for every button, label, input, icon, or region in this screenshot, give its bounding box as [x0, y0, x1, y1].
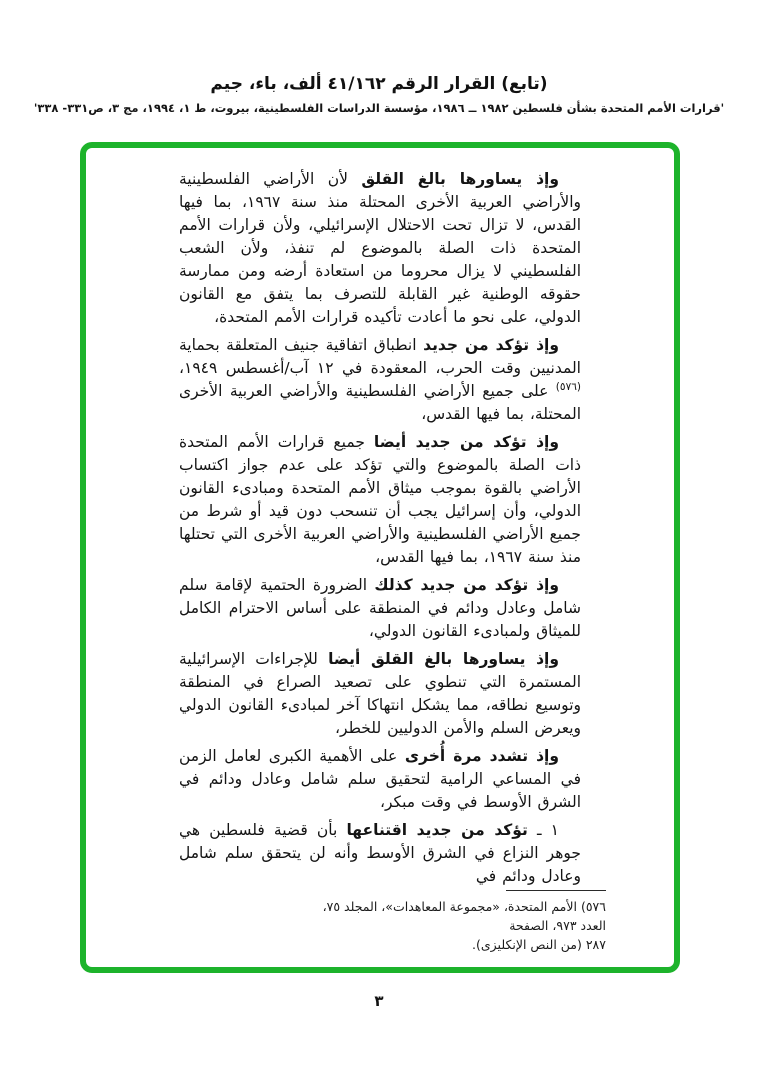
footnote [294, 890, 606, 954]
paragraph: وإذ يساورها بالغ القلق لأن الأراضي الفلسطينية والأراضي العربية الأخرى المحتلة منذ سنة ١٩٦٧، بما فيها القدس، لا تزال تحت الاحتلال الإسرائيلي، ولأن قرارات الأمم المتحدة ذات الصلة بالموضوع لم تنفذ، ولأن الشعب الفلسطيني لا يزال محروما من استعادة أرضه ومن ممارسة حقوقه الوطنية غير القابلة للتصرف بما يتفق مع القانون الدولي، على نحو ما أعادت تأكيده قرارات الأمم المتحدة، [179, 170, 581, 326]
page-number: ٣ [374, 992, 384, 1010]
resolution-text [179, 168, 581, 893]
footnote-line-1: ٥٧٦) الأمم المتحدة، «مجموعة المعاهدات»، المجلد ٧٥، العدد ٩٧٣، الصفحة [322, 899, 606, 933]
content-frame [80, 142, 680, 973]
source-citation: 'قرارات الأمم المتحدة بشأن فلسطين ١٩٨٢ ــ ١٩٨٦، مؤسسة الدراسات الفلسطينية، بيروت، ط ١، ١٩٩٤، مج ٣، ص٣٣١- ٣٣٨' [33, 101, 725, 115]
paragraph: وإذ يساورها بالغ القلق أيضا للإجراءات الإسرائيلية المستمرة التي تنطوي على تصعيد الصراع في المنطقة وتوسيع نطاقه، مما يشكل انتهاكا آخر لمبادىء القانون الدولي ويعرض السلم والأمن الدوليين للخطر، [179, 650, 581, 737]
document-header [0, 74, 758, 115]
paragraph: وإذ تشدد مرة أُخرى على الأهمية الكبرى لعامل الزمن في المساعي الرامية لتحقيق سلم شامل وعادل ودائم في الشرق الأوسط في وقت مبكر، [179, 747, 581, 811]
footnote-separator [506, 890, 606, 891]
page-title: (تابع) القرار الرقم ٤١/١٦٢ ألف، باء، جيم [210, 74, 548, 94]
paragraph: وإذ تؤكد من جديد انطباق اتفاقية جنيف المتعلقة بحماية المدنيين وقت الحرب، المعقودة في ١٢ آب/أغسطس ١٩٤٩،$^{(٥٧٦)}$ على جميع الأراضي الفلسطينية والأراضي العربية الأخرى المحتلة، بما فيها القدس، [179, 336, 581, 423]
paragraph: ١ ـ تؤكد من جديد اقتناعها بأن قضية فلسطين هي جوهر النزاع في الشرق الأوسط وأنه لن يتحقق سلم شامل وعادل ودائم في [179, 821, 581, 885]
footnote-marker: (٥٧٦) [555, 381, 581, 393]
paragraph: وإذ تؤكد من جديد كذلك الضرورة الحتمية لإقامة سلم شامل وعادل ودائم في المنطقة على أساس الاحترام الكامل للميثاق ولمبادىء القانون الدولي، [179, 576, 581, 640]
paragraph: وإذ تؤكد من جديد أيضا جميع قرارات الأمم المتحدة ذات الصلة بالموضوع والتي تؤكد على عدم جواز اكتساب الأراضي بالقوة بموجب ميثاق الأمم المتحدة ومبادىء القانون الدولي، وأن إسرائيل يجب أن تنسحب دون قيد أو شرط من جميع الأراضي الفلسطينية والأراضي العربية الأخرى التي تحتلها منذ سنة ١٩٦٧، بما فيها القدس، [179, 433, 581, 566]
footnote-line-2: ٢٨٧ (من النص الإنكليزى). [472, 937, 606, 952]
